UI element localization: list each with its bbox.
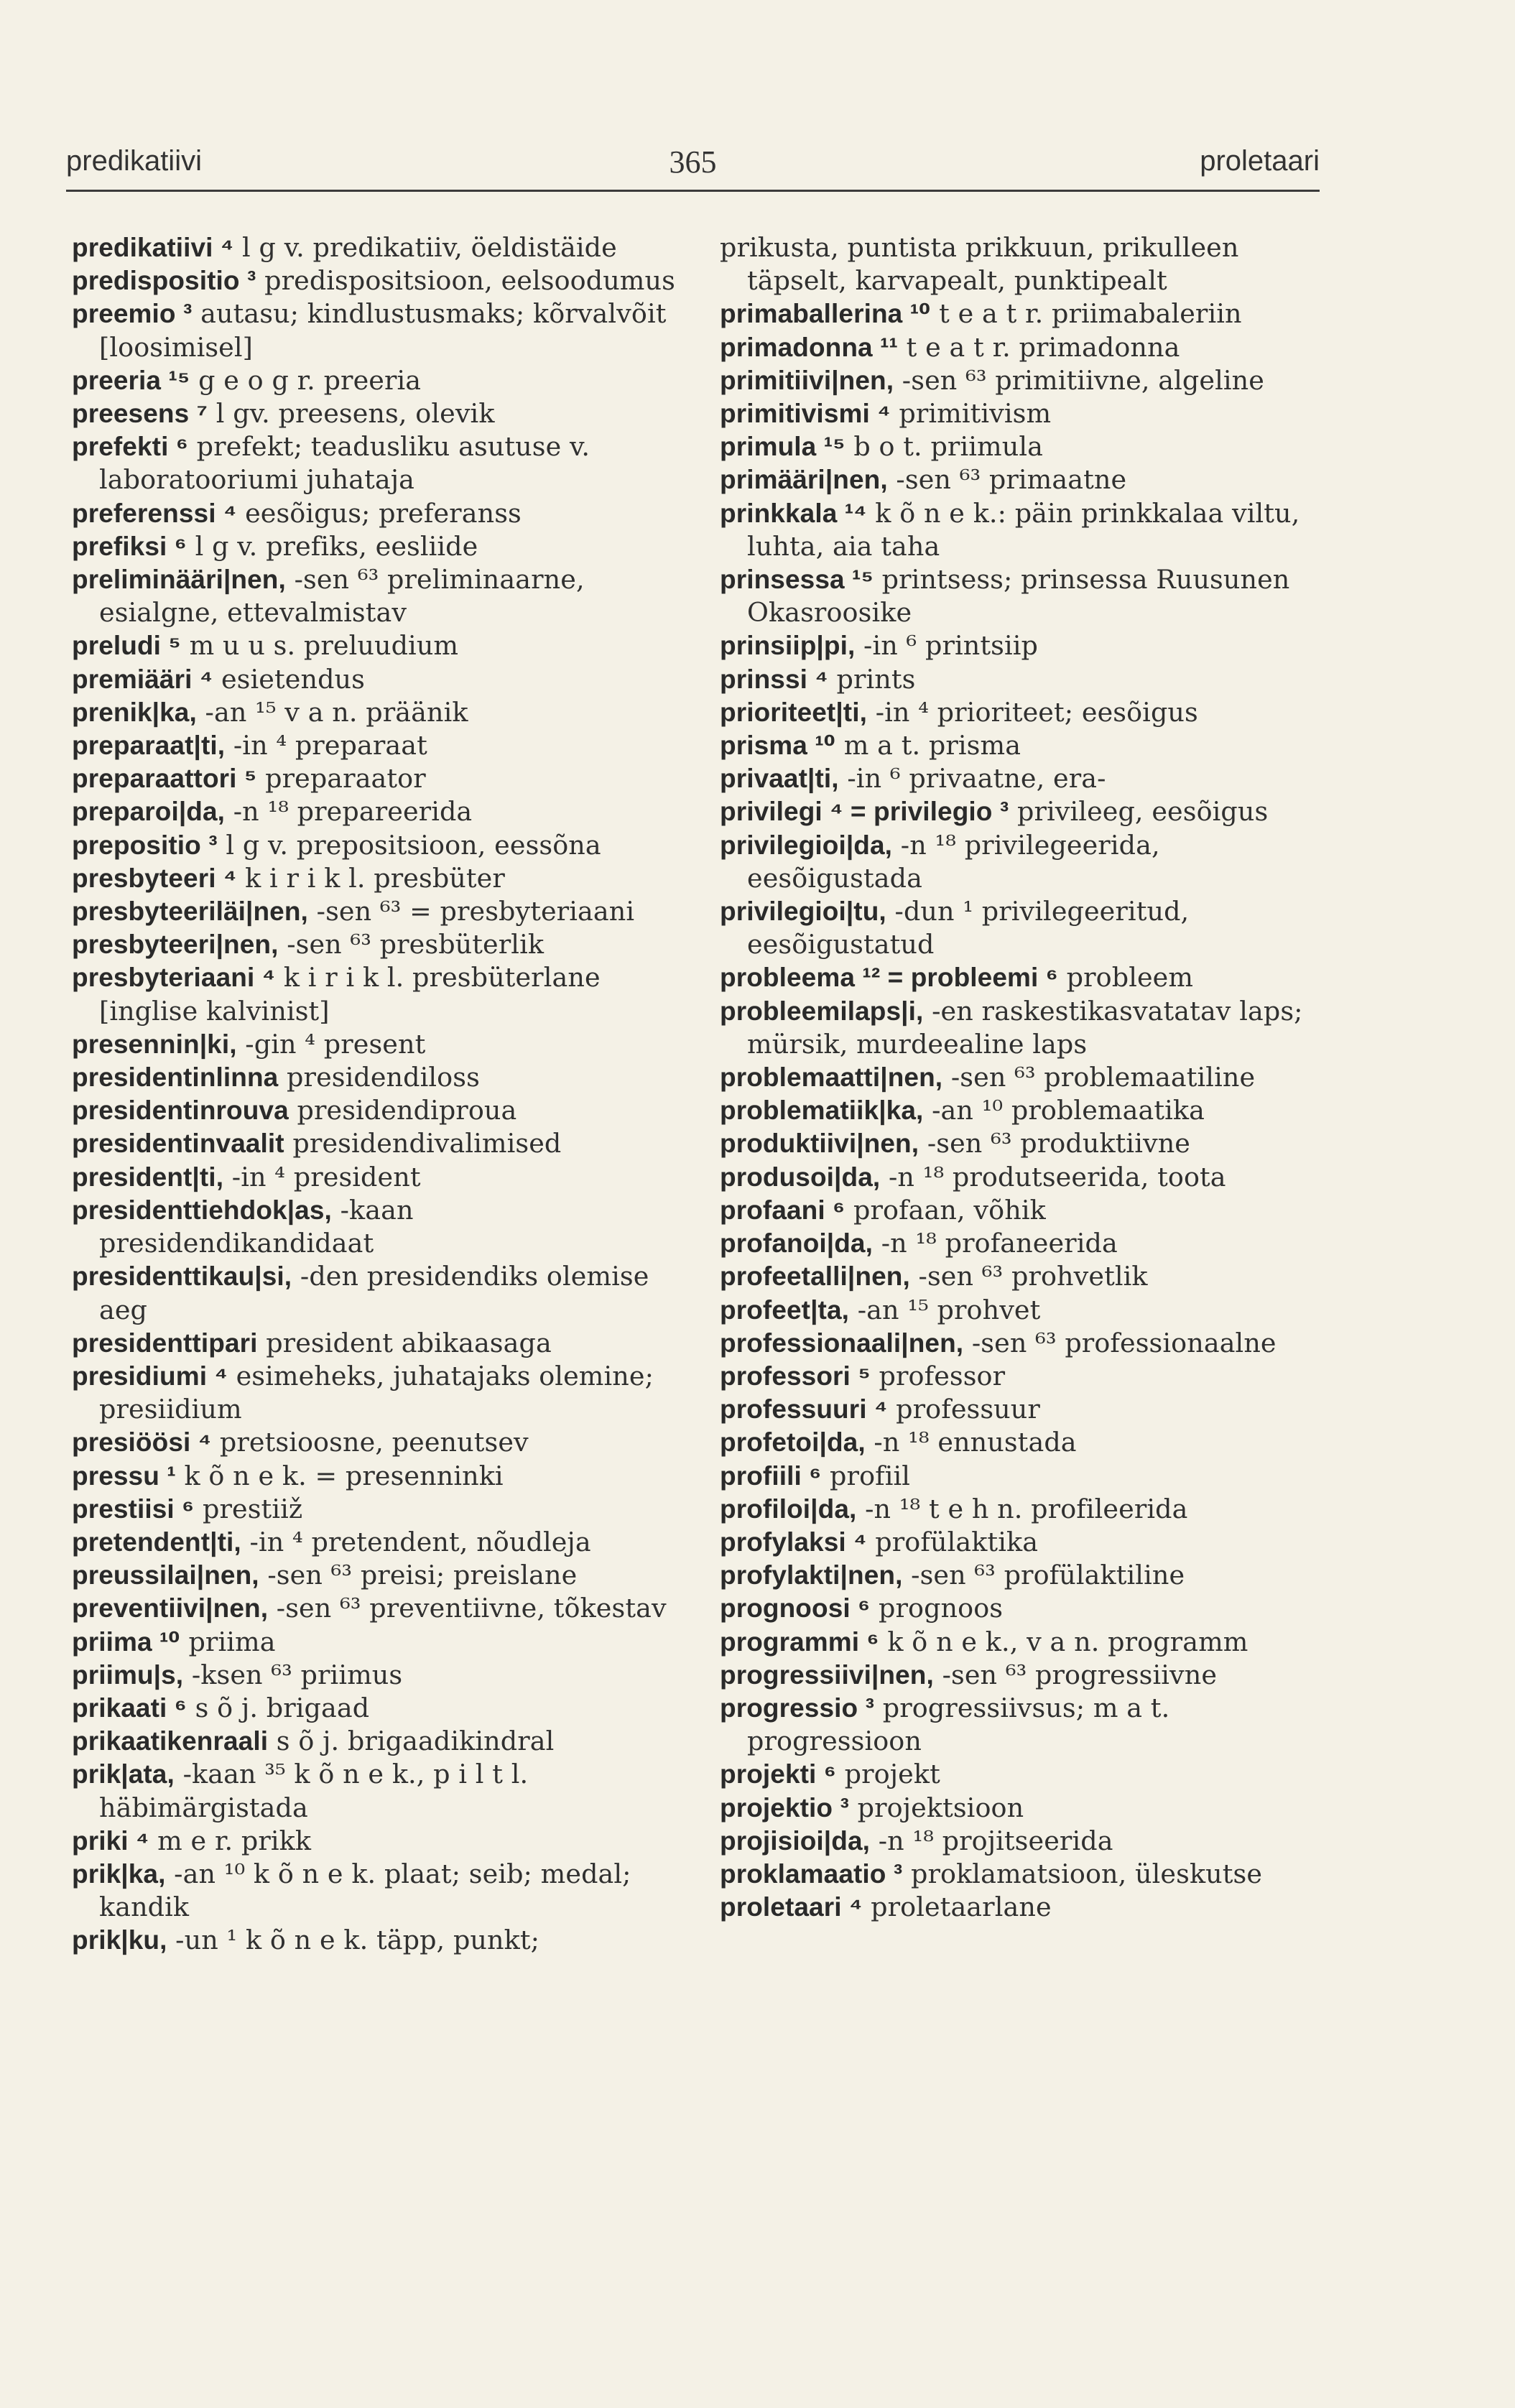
dictionary-entry bbox=[72, 1559, 690, 1592]
entry-headword: preventiivi|nen, bbox=[72, 1593, 269, 1624]
entry-headword: projekti ⁶ bbox=[720, 1759, 836, 1789]
dictionary-entry bbox=[720, 1260, 1338, 1293]
entry-headword: profiloi|da, bbox=[720, 1494, 857, 1524]
entry-headword: primääri|nen, bbox=[720, 465, 888, 495]
dictionary-entry bbox=[72, 1360, 690, 1426]
entry-definition: -in ⁴ president bbox=[223, 1161, 421, 1193]
entry-definition: t e a t r. primadonna bbox=[897, 331, 1180, 363]
dictionary-entry bbox=[720, 1758, 1338, 1791]
entry-definition: -en raskestikasvatatav laps; mürsik, murdeealine laps bbox=[747, 995, 1303, 1060]
entry-definition: prognoos bbox=[870, 1593, 1004, 1624]
entry-definition: projektsioon bbox=[848, 1792, 1024, 1823]
entry-definition: -in ⁴ pretendent, nõudleja bbox=[241, 1526, 591, 1557]
entry-headword: profylaksi ⁴ bbox=[720, 1527, 867, 1557]
dictionary-entry bbox=[72, 862, 690, 895]
entry-headword: preparoi|da, bbox=[72, 797, 226, 827]
entry-definition: k õ n e k., v a n. programm bbox=[879, 1626, 1248, 1657]
entry-headword: primitiivi|nen, bbox=[720, 365, 894, 395]
dictionary-entry bbox=[720, 1626, 1338, 1659]
entry-definition: profaan, võhik bbox=[845, 1194, 1046, 1226]
entry-definition: -sen ⁶³ primitiivne, algeline bbox=[894, 364, 1264, 396]
entry-headword: primitivismi ⁴ bbox=[720, 399, 891, 429]
entry-headword: presidentinlinna bbox=[72, 1062, 279, 1093]
dictionary-entry bbox=[720, 1294, 1338, 1327]
dictionary-entry bbox=[720, 1094, 1338, 1127]
entry-headword: preesens ⁷ bbox=[72, 399, 208, 429]
entry-headword: projektio ³ bbox=[720, 1792, 849, 1823]
entry-headword: profaani ⁶ bbox=[720, 1195, 845, 1225]
entry-headword: professuuri ⁴ bbox=[720, 1394, 888, 1425]
dictionary-entry bbox=[720, 430, 1338, 463]
entry-definition: t e a t r. priimabaleriin bbox=[930, 298, 1242, 330]
dictionary-entry bbox=[720, 961, 1338, 994]
dictionary-entry bbox=[720, 696, 1338, 729]
entry-definition: -an ¹⁰ problemaatika bbox=[923, 1095, 1205, 1126]
entry-definition: primitivism bbox=[890, 398, 1052, 430]
dictionary-entry bbox=[720, 629, 1338, 662]
entry-definition: projekt bbox=[835, 1759, 940, 1790]
entry-definition: -sen ⁶³ primaatne bbox=[887, 464, 1127, 496]
header-right-guideword: proletaari bbox=[1200, 145, 1320, 177]
dictionary-entry bbox=[72, 1526, 690, 1559]
entry-definition: -sen ⁶³ preisi; preislane bbox=[259, 1560, 578, 1591]
dictionary-entry bbox=[720, 995, 1338, 1061]
entry-definition: s õ j. brigaad bbox=[186, 1692, 370, 1723]
dictionary-entry bbox=[72, 364, 690, 397]
entry-headword: prikaati ⁶ bbox=[72, 1692, 187, 1723]
entry-definition: -un ¹ k õ n e k. täpp, punkt; bbox=[167, 1925, 540, 1956]
entry-definition: -den presidendiks olemise aeg bbox=[99, 1261, 649, 1325]
entry-headword: progressio ³ bbox=[720, 1692, 875, 1723]
entry-headword: prinsiip|pi, bbox=[720, 631, 856, 661]
entry-definition: proklamatsioon, üleskutse bbox=[902, 1858, 1263, 1889]
dictionary-entry bbox=[72, 1758, 690, 1824]
entry-definition: -an ¹⁵ prohvet bbox=[849, 1294, 1041, 1325]
entry-definition: k i r i k l. presbüter bbox=[236, 862, 505, 894]
entry-headword: pretendent|ti, bbox=[72, 1527, 241, 1557]
entry-headword: presiöösi ⁴ bbox=[72, 1427, 212, 1458]
entry-definition: probleem bbox=[1057, 962, 1194, 994]
entry-definition: -kaan presidendikandidaat bbox=[99, 1194, 414, 1259]
entry-definition: b o t. priimula bbox=[845, 431, 1043, 463]
dictionary-entry bbox=[720, 563, 1338, 629]
dictionary-entry bbox=[720, 1825, 1338, 1858]
header-left-guideword: predikatiivi bbox=[66, 145, 202, 177]
entry-headword: progressiivi|nen, bbox=[720, 1659, 934, 1690]
dictionary-entry bbox=[720, 1327, 1338, 1360]
dictionary-entry bbox=[72, 231, 690, 264]
entry-headword: prik|ka, bbox=[72, 1858, 166, 1889]
entry-definition: professor bbox=[870, 1360, 1006, 1391]
entry-definition: profiil bbox=[821, 1460, 911, 1491]
dictionary-entry bbox=[720, 829, 1338, 895]
entry-headword: problemaatti|nen, bbox=[720, 1062, 943, 1093]
entry-headword: professori ⁵ bbox=[720, 1361, 871, 1391]
dictionary-entry bbox=[720, 1792, 1338, 1825]
entry-headword: prioriteet|ti, bbox=[720, 697, 867, 727]
dictionary-entry bbox=[72, 1161, 690, 1194]
entry-definition: -n ¹⁸ privilegeerida, eesõigustada bbox=[747, 829, 1160, 894]
entry-headword: prikaatikenraali bbox=[72, 1726, 269, 1756]
entry-definition: president abikaasaga bbox=[257, 1327, 552, 1358]
entry-headword: prefekti ⁶ bbox=[72, 432, 188, 462]
entry-definition: professuur bbox=[887, 1394, 1040, 1425]
dictionary-entry bbox=[72, 1127, 690, 1160]
right-column bbox=[720, 231, 1338, 1924]
dictionary-entry bbox=[720, 1692, 1338, 1758]
dictionary-entry bbox=[720, 1659, 1338, 1692]
entry-headword: privilegi ⁴ = privilegio ³ bbox=[720, 797, 1009, 827]
dictionary-entry bbox=[72, 961, 690, 1027]
entry-headword: prognoosi ⁶ bbox=[720, 1593, 871, 1624]
dictionary-entry bbox=[720, 1360, 1338, 1393]
entry-definition: k i r i k l. presbüterlane [inglise kalvinist] bbox=[99, 962, 601, 1027]
dictionary-entry bbox=[720, 1426, 1338, 1459]
dictionary-entry bbox=[72, 663, 690, 696]
left-column bbox=[72, 231, 690, 1958]
entry-headword: predispositio ³ bbox=[72, 266, 256, 296]
dictionary-entry bbox=[720, 762, 1338, 795]
dictionary-entry bbox=[720, 1227, 1338, 1260]
entry-headword: presbyteeri ⁴ bbox=[72, 863, 237, 893]
entry-headword: presidenttipari bbox=[72, 1328, 258, 1358]
entry-headword: prefiksi ⁶ bbox=[72, 531, 187, 561]
dictionary-entry bbox=[72, 729, 690, 762]
dictionary-entry bbox=[720, 1460, 1338, 1493]
entry-headword: prinkkala ¹⁴ bbox=[720, 498, 867, 528]
entry-headword: profeetalli|nen, bbox=[720, 1261, 910, 1292]
dictionary-entry bbox=[72, 1460, 690, 1493]
dictionary-entry bbox=[720, 331, 1338, 364]
dictionary-entry bbox=[720, 729, 1338, 762]
dictionary-entry bbox=[72, 1327, 690, 1360]
dictionary-entry bbox=[720, 1061, 1338, 1094]
entry-headword: programmi ⁶ bbox=[720, 1626, 879, 1657]
entry-headword: primula ¹⁵ bbox=[720, 432, 845, 462]
entry-headword: profanoi|da, bbox=[720, 1228, 873, 1259]
entry-definition: prestiiž bbox=[194, 1493, 303, 1524]
entry-definition: -kaan ³⁵ k õ n e k., p i l t l. häbimärgistada bbox=[99, 1759, 529, 1823]
entry-headword: privilegioi|tu, bbox=[720, 897, 886, 927]
entry-headword: preparaattori ⁵ bbox=[72, 764, 257, 794]
entry-headword: professionaali|nen, bbox=[720, 1328, 964, 1358]
dictionary-entry bbox=[72, 1626, 690, 1659]
dictionary-entry bbox=[72, 1858, 690, 1924]
entry-definition: progressiivsus; m a t. progressioon bbox=[747, 1692, 1170, 1757]
entry-definition: -n ¹⁸ profaneerida bbox=[873, 1228, 1118, 1259]
entry-headword: proletaari ⁴ bbox=[720, 1892, 863, 1922]
entry-headword: pressu ¹ bbox=[72, 1460, 176, 1491]
entry-definition: -n ¹⁸ ennustada bbox=[865, 1427, 1077, 1458]
dictionary-entry bbox=[72, 1592, 690, 1625]
entry-headword: probleema ¹² = probleemi ⁶ bbox=[720, 963, 1058, 993]
entry-definition: k õ n e k.: päin prinkkalaa viltu, luhta, aia taha bbox=[747, 497, 1300, 562]
dictionary-entry bbox=[72, 297, 690, 363]
entry-headword: produktiivi|nen, bbox=[720, 1129, 919, 1159]
dictionary-entry bbox=[72, 1028, 690, 1061]
entry-headword: prisma ¹⁰ bbox=[720, 731, 836, 761]
entry-definition: -dun ¹ privilegeeritud, eesõigustatud bbox=[747, 896, 1190, 960]
dictionary-entry bbox=[72, 895, 690, 928]
entry-definition: -sen ⁶³ presbüterlik bbox=[278, 929, 545, 960]
dictionary-entry bbox=[72, 1924, 690, 1957]
entry-definition: -in ⁴ preparaat bbox=[225, 730, 427, 761]
entry-definition: k õ n e k. = presenninki bbox=[175, 1460, 504, 1491]
entry-definition: printsess; prinsessa Ruusunen Okasroosike bbox=[747, 564, 1290, 629]
dictionary-entry bbox=[720, 1194, 1338, 1227]
entry-headword: profeet|ta, bbox=[720, 1295, 850, 1325]
running-header bbox=[66, 144, 1320, 192]
entry-headword: profetoi|da, bbox=[720, 1427, 866, 1458]
dictionary-entry bbox=[72, 1725, 690, 1758]
entry-definition: -n ¹⁸ produtseerida, toota bbox=[880, 1161, 1226, 1193]
entry-definition: esietendus bbox=[213, 663, 365, 695]
entry-definition: m a t. prisma bbox=[835, 730, 1021, 761]
entry-definition: -sen ⁶³ prohvetlik bbox=[909, 1261, 1148, 1292]
entry-headword: presidentinrouva bbox=[72, 1096, 289, 1126]
entry-definition: g e o g r. preeria bbox=[190, 364, 422, 396]
entry-headword: profylakti|nen, bbox=[720, 1560, 903, 1590]
dictionary-entry bbox=[720, 1858, 1338, 1891]
entry-definition: -n ¹⁸ t e h n. profileerida bbox=[856, 1493, 1188, 1524]
dictionary-entry bbox=[72, 696, 690, 729]
entry-headword: proklamaatio ³ bbox=[720, 1858, 903, 1889]
entry-definition: preparaator bbox=[256, 763, 426, 795]
entry-definition: m u u s. preluudium bbox=[180, 630, 459, 662]
dictionary-entry bbox=[72, 1061, 690, 1094]
entry-definition: esimeheks, juhatajaks olemine; presiidium bbox=[99, 1360, 654, 1425]
entry-headword: presennin|ki, bbox=[72, 1029, 237, 1059]
dictionary-entry bbox=[72, 795, 690, 828]
entry-definition: proletaarlane bbox=[862, 1891, 1052, 1923]
entry-definition: autasu; kindlustusmaks; kõrvalvõit [loosimisel] bbox=[99, 298, 667, 363]
entry-definition: prints bbox=[828, 663, 916, 695]
entry-headword: prinssi ⁴ bbox=[720, 664, 828, 694]
entry-definition: -sen ⁶³ preventiivne, tõkestav bbox=[268, 1593, 667, 1624]
dictionary-entry bbox=[720, 663, 1338, 696]
entry-headword: preferenssi ⁴ bbox=[72, 498, 237, 528]
entry-headword: presbyteeri|nen, bbox=[72, 930, 279, 960]
entry-headword: projisioi|da, bbox=[720, 1825, 871, 1856]
dictionary-entry bbox=[720, 1493, 1338, 1526]
dictionary-entry bbox=[72, 1426, 690, 1459]
dictionary-entry bbox=[72, 1094, 690, 1127]
dictionary-entry bbox=[72, 530, 690, 563]
entry-headword: preussilai|nen, bbox=[72, 1560, 259, 1590]
dictionary-entry bbox=[72, 1692, 690, 1725]
entry-definition: -n ¹⁸ projitseerida bbox=[870, 1825, 1113, 1856]
dictionary-entry bbox=[72, 762, 690, 795]
entry-headword: predikatiivi ⁴ bbox=[72, 233, 234, 262]
entry-definition: -sen ⁶³ professionaalne bbox=[963, 1327, 1277, 1358]
dictionary-entry bbox=[720, 231, 1338, 297]
entry-headword: presidenttikau|si, bbox=[72, 1261, 292, 1292]
entry-headword: prinsessa ¹⁵ bbox=[720, 565, 874, 595]
entry-headword: probleemilaps|i, bbox=[720, 996, 924, 1026]
dictionary-entry bbox=[72, 1659, 690, 1692]
dictionary-entry bbox=[72, 430, 690, 496]
entry-definition: presidendiloss bbox=[278, 1062, 480, 1093]
entry-headword: primaballerina ¹⁰ bbox=[720, 299, 931, 329]
entry-definition: l g v. prefiks, eesliide bbox=[186, 530, 478, 562]
entry-headword: priima ¹⁰ bbox=[72, 1626, 180, 1657]
dictionary-entry bbox=[72, 1260, 690, 1326]
dictionary-entry bbox=[720, 1891, 1338, 1924]
dictionary-entry bbox=[72, 397, 690, 430]
entry-headword: privilegioi|da, bbox=[720, 830, 893, 860]
entry-definition: s õ j. brigaadikindral bbox=[268, 1726, 555, 1757]
entry-definition: -sen ⁶³ problemaatiline bbox=[942, 1062, 1256, 1093]
dictionary-entry bbox=[720, 364, 1338, 397]
dictionary-entry bbox=[72, 829, 690, 862]
dictionary-entry bbox=[720, 895, 1338, 961]
entry-headword: prestiisi ⁶ bbox=[72, 1494, 195, 1524]
entry-headword: problematiik|ka, bbox=[720, 1096, 924, 1126]
entry-headword: prenik|ka, bbox=[72, 697, 197, 727]
entry-definition: presidendivalimised bbox=[284, 1128, 562, 1159]
entry-headword: preeria ¹⁵ bbox=[72, 365, 190, 395]
entry-headword: presbyteeriläi|nen, bbox=[72, 897, 308, 927]
entry-definition: l gv. preesens, olevik bbox=[208, 398, 495, 430]
entry-definition: -sen ⁶³ preliminaarne, esialgne, ettevalmistav bbox=[99, 564, 585, 629]
dictionary-entry bbox=[72, 1493, 690, 1526]
entry-headword: presidentinvaalit bbox=[72, 1129, 284, 1159]
entry-definition: -an ¹⁰ k õ n e k. plaat; seib; medal; kandik bbox=[99, 1858, 631, 1923]
dictionary-entry bbox=[72, 563, 690, 629]
dictionary-entry bbox=[72, 928, 690, 961]
entry-headword: priimu|s, bbox=[72, 1659, 184, 1690]
entry-definition: -sen ⁶³ = presbyteriaani bbox=[307, 896, 635, 927]
entry-headword: premiääri ⁴ bbox=[72, 664, 213, 694]
entry-definition: -sen ⁶³ progressiivne bbox=[933, 1659, 1218, 1690]
entry-definition: m e r. prikk bbox=[149, 1825, 312, 1856]
dictionary-entry bbox=[720, 397, 1338, 430]
dictionary-entry bbox=[72, 1825, 690, 1858]
entry-definition: l g v. prepositsioon, eessõna bbox=[217, 829, 601, 861]
entry-definition: privileeg, eesõigus bbox=[1009, 796, 1269, 828]
entry-headword: presidiumi ⁴ bbox=[72, 1361, 228, 1391]
page-number: 365 bbox=[669, 144, 717, 180]
dictionary-entry bbox=[720, 1592, 1338, 1625]
entry-definition: -sen ⁶³ profülaktiline bbox=[902, 1560, 1185, 1591]
dictionary-entry bbox=[720, 1161, 1338, 1194]
entry-headword: preludi ⁵ bbox=[72, 631, 181, 661]
dictionary-entry bbox=[720, 297, 1338, 330]
entry-headword: profiili ⁶ bbox=[720, 1460, 822, 1491]
dictionary-entry bbox=[720, 463, 1338, 496]
entry-headword: prik|ku, bbox=[72, 1925, 167, 1955]
entry-headword: priki ⁴ bbox=[72, 1825, 149, 1856]
entry-headword: primadonna ¹¹ bbox=[720, 332, 898, 362]
dictionary-entry bbox=[72, 629, 690, 662]
entry-definition: -in ⁶ printsiip bbox=[855, 630, 1039, 662]
entry-definition: predispositsioon, eelsoodumus bbox=[256, 265, 675, 297]
entry-headword: presidenttiehdok|as, bbox=[72, 1195, 332, 1225]
dictionary-entry bbox=[720, 1526, 1338, 1559]
dictionary-entry bbox=[72, 497, 690, 530]
entry-definition: presidendiproua bbox=[288, 1095, 517, 1126]
entry-definition: -in ⁴ prioriteet; eesõigus bbox=[867, 696, 1198, 728]
entry-headword: prik|ata, bbox=[72, 1759, 175, 1789]
entry-definition: -an ¹⁵ v a n. präänik bbox=[196, 696, 468, 728]
dictionary-entry bbox=[720, 795, 1338, 828]
entry-headword: preliminääri|nen, bbox=[72, 565, 286, 595]
dictionary-entry bbox=[72, 264, 690, 297]
entry-definition: -sen ⁶³ produktiivne bbox=[919, 1128, 1191, 1159]
entry-headword: prepositio ³ bbox=[72, 830, 218, 860]
entry-headword: president|ti, bbox=[72, 1162, 224, 1192]
dictionary-entry bbox=[720, 1559, 1338, 1592]
entry-headword: produsoi|da, bbox=[720, 1162, 881, 1192]
entry-headword: preemio ³ bbox=[72, 299, 193, 329]
entry-definition: pretsioosne, peenutsev bbox=[211, 1427, 529, 1458]
entry-definition: profülaktika bbox=[866, 1526, 1039, 1557]
entry-definition: eesõigus; preferanss bbox=[236, 497, 522, 529]
entry-definition: prikusta, puntista prikkuun, prikulleen täpselt, karvapealt, punktipealt bbox=[720, 232, 1239, 297]
entry-definition: -n ¹⁸ prepareerida bbox=[225, 796, 473, 828]
entry-definition: priima bbox=[180, 1626, 276, 1657]
dictionary-entry bbox=[72, 1194, 690, 1260]
entry-definition: -in ⁶ privaatne, era- bbox=[838, 763, 1106, 795]
dictionary-entry bbox=[720, 1127, 1338, 1160]
entry-headword: presbyteriaani ⁴ bbox=[72, 963, 276, 993]
entry-headword: preparaat|ti, bbox=[72, 731, 226, 761]
entry-definition: l g v. predikatiiv, öeldistäide bbox=[233, 232, 617, 263]
entry-headword: privaat|ti, bbox=[720, 764, 839, 794]
entry-definition: -ksen ⁶³ priimus bbox=[183, 1659, 403, 1690]
dictionary-entry bbox=[720, 497, 1338, 563]
dictionary-entry bbox=[720, 1393, 1338, 1426]
entry-definition: prefekt; teadusliku asutuse v. laboratooriumi juhataja bbox=[99, 431, 590, 496]
entry-definition: -gin ⁴ present bbox=[236, 1028, 426, 1060]
